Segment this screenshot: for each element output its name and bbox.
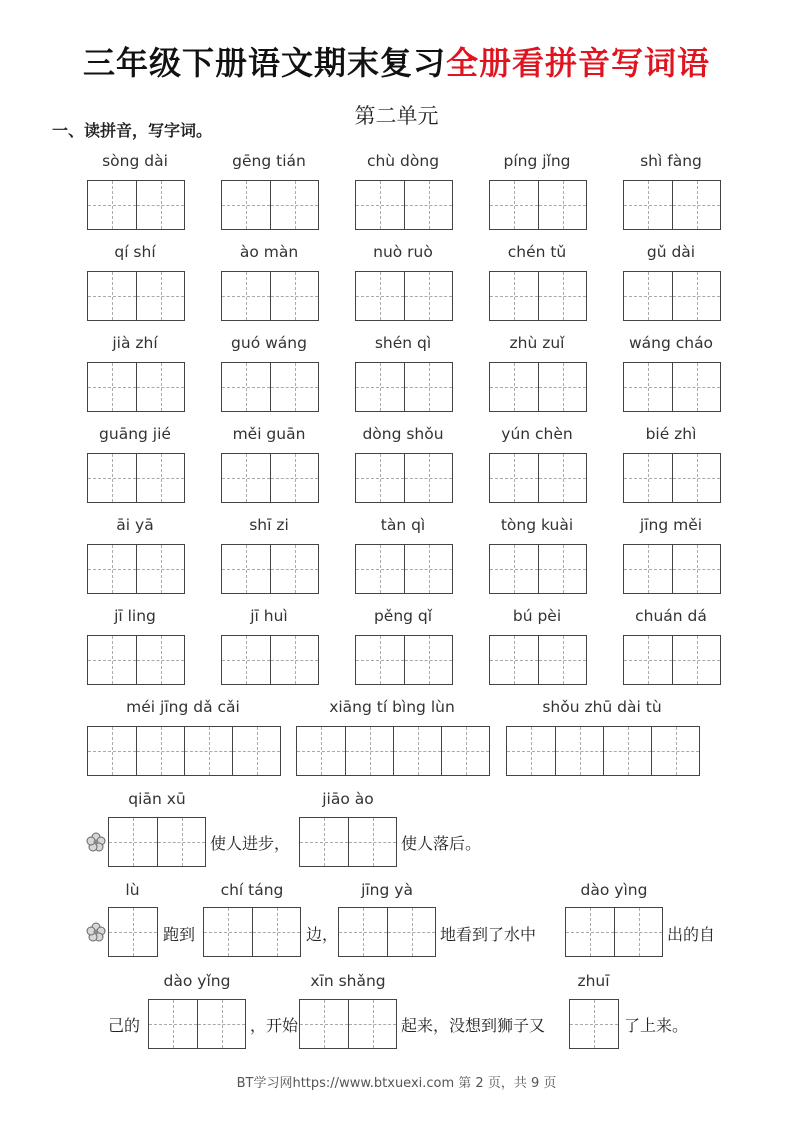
answer-grid[interactable]	[87, 544, 185, 594]
sentence-text: 跑到	[163, 925, 196, 944]
grid-cell[interactable]	[136, 636, 184, 684]
grid-cell[interactable]	[538, 363, 586, 411]
answer-grid[interactable]	[355, 362, 453, 412]
answer-grid[interactable]	[87, 362, 185, 412]
pinyin-label: jī huì	[250, 607, 288, 625]
grid-cell[interactable]	[566, 908, 614, 956]
answer-grid[interactable]	[221, 271, 319, 321]
pinyin-label: pěng qǐ	[373, 607, 433, 625]
answer-grid[interactable]	[489, 544, 587, 594]
pinyin-label: tàn qì	[380, 516, 426, 534]
answer-grid[interactable]	[565, 907, 663, 957]
pinyin-label: dào yìng	[580, 881, 648, 899]
answer-grid[interactable]	[296, 726, 490, 776]
grid-cell[interactable]	[672, 272, 720, 320]
grid-cell[interactable]	[149, 1000, 197, 1048]
answer-grid[interactable]	[355, 544, 453, 594]
answer-grid[interactable]	[489, 180, 587, 230]
grid-cell[interactable]	[538, 636, 586, 684]
grid-cell[interactable]	[232, 727, 280, 775]
grid-cell[interactable]	[356, 545, 404, 593]
grid-cell[interactable]	[404, 272, 452, 320]
grid-cell[interactable]	[339, 908, 387, 956]
answer-grid[interactable]	[569, 999, 619, 1049]
sentence-text: 出的自	[667, 925, 716, 944]
grid-cell[interactable]	[404, 545, 452, 593]
grid-cell[interactable]	[624, 545, 672, 593]
pinyin-label: xīn shǎng	[310, 972, 386, 990]
sentence-text: 边，	[306, 925, 339, 944]
grid-cell[interactable]	[297, 727, 345, 775]
answer-grid[interactable]	[299, 817, 397, 867]
answer-grid[interactable]	[623, 180, 721, 230]
answer-grid[interactable]	[623, 544, 721, 594]
grid-cell[interactable]	[157, 818, 205, 866]
grid-cell[interactable]	[270, 454, 318, 502]
pinyin-label: jīng měi	[639, 516, 703, 534]
grid-cell[interactable]	[356, 181, 404, 229]
pinyin-label: jià zhí	[112, 334, 158, 352]
answer-grid[interactable]	[489, 453, 587, 503]
answer-grid[interactable]	[355, 635, 453, 685]
grid-cell[interactable]	[538, 545, 586, 593]
grid-cell[interactable]	[184, 727, 232, 775]
grid-cell[interactable]	[136, 363, 184, 411]
grid-cell[interactable]	[136, 181, 184, 229]
pinyin-label: shǒu zhū dài tù	[542, 698, 662, 716]
section-heading: 一、读拼音，写字词。	[52, 121, 213, 140]
pinyin-label: wáng cháo	[628, 334, 714, 352]
answer-grid[interactable]	[221, 453, 319, 503]
grid-cell[interactable]	[404, 363, 452, 411]
answer-grid[interactable]	[221, 362, 319, 412]
grid-cell[interactable]	[88, 636, 136, 684]
sentence-text: 使人落后。	[401, 834, 482, 853]
pinyin-label: dào yǐng	[163, 972, 231, 990]
answer-grid[interactable]	[489, 271, 587, 321]
pinyin-label: gēng tián	[232, 152, 306, 170]
grid-cell[interactable]	[222, 454, 270, 502]
pinyin-label: nuò ruò	[373, 243, 433, 261]
grid-cell[interactable]	[490, 545, 538, 593]
pinyin-label: shén qì	[374, 334, 432, 352]
sentence-text: 起来，没想到狮子又	[401, 1016, 546, 1035]
grid-cell[interactable]	[222, 545, 270, 593]
grid-cell[interactable]	[136, 727, 184, 775]
pinyin-label: shì fàng	[640, 152, 702, 170]
grid-cell[interactable]	[270, 272, 318, 320]
pinyin-label: měi guān	[232, 425, 306, 443]
flower-icon	[86, 832, 106, 852]
answer-grid[interactable]	[623, 635, 721, 685]
grid-cell[interactable]	[441, 727, 489, 775]
grid-cell[interactable]	[136, 454, 184, 502]
pinyin-label: bié zhì	[645, 425, 697, 443]
sentence-text: 了上来。	[624, 1016, 689, 1035]
grid-cell[interactable]	[614, 908, 662, 956]
grid-cell[interactable]	[348, 818, 396, 866]
pinyin-label: gǔ dài	[646, 243, 696, 261]
grid-cell[interactable]	[270, 545, 318, 593]
grid-cell[interactable]	[490, 454, 538, 502]
grid-cell[interactable]	[538, 272, 586, 320]
pinyin-label: sòng dài	[102, 152, 168, 170]
grid-cell[interactable]	[624, 363, 672, 411]
grid-cell[interactable]	[624, 454, 672, 502]
answer-grid[interactable]	[506, 726, 700, 776]
grid-cell[interactable]	[624, 636, 672, 684]
answer-grid[interactable]	[338, 907, 436, 957]
grid-cell[interactable]	[197, 1000, 245, 1048]
grid-cell[interactable]	[404, 454, 452, 502]
answer-grid[interactable]	[221, 180, 319, 230]
pinyin-label: āi yā	[116, 516, 154, 534]
answer-grid[interactable]	[623, 362, 721, 412]
grid-cell[interactable]	[109, 818, 157, 866]
grid-cell[interactable]	[88, 272, 136, 320]
grid-cell[interactable]	[88, 454, 136, 502]
answer-grid[interactable]	[87, 635, 185, 685]
grid-cell[interactable]	[270, 636, 318, 684]
answer-grid[interactable]	[148, 999, 246, 1049]
pinyin-label: shī zi	[249, 516, 289, 534]
pinyin-label: yún chèn	[501, 425, 573, 443]
grid-cell[interactable]	[538, 454, 586, 502]
grid-cell[interactable]	[490, 181, 538, 229]
answer-grid[interactable]	[87, 726, 281, 776]
grid-cell[interactable]	[624, 181, 672, 229]
pinyin-label: zhuī	[577, 972, 610, 990]
pinyin-label: qiān xū	[128, 790, 186, 808]
grid-cell[interactable]	[356, 454, 404, 502]
answer-grid[interactable]	[108, 817, 206, 867]
grid-cell[interactable]	[672, 181, 720, 229]
grid-cell[interactable]	[109, 908, 157, 956]
pinyin-label: bú pèi	[512, 607, 562, 625]
grid-cell[interactable]	[555, 727, 603, 775]
page-title: 三年级下册语文期末复习全册看拼音写词语	[82, 44, 711, 82]
answer-grid[interactable]	[221, 544, 319, 594]
grid-cell[interactable]	[222, 181, 270, 229]
grid-cell[interactable]	[136, 545, 184, 593]
pinyin-label: chù dòng	[366, 152, 440, 170]
grid-cell[interactable]	[624, 272, 672, 320]
answer-grid[interactable]	[87, 180, 185, 230]
pinyin-label: zhù zuǐ	[509, 334, 565, 352]
sentence-text: 地看到了水中	[440, 925, 537, 944]
answer-grid[interactable]	[221, 635, 319, 685]
answer-grid[interactable]	[355, 453, 453, 503]
grid-cell[interactable]	[348, 1000, 396, 1048]
answer-grid[interactable]	[299, 999, 397, 1049]
grid-cell[interactable]	[672, 545, 720, 593]
grid-cell[interactable]	[672, 363, 720, 411]
grid-cell[interactable]	[356, 272, 404, 320]
grid-cell[interactable]	[204, 908, 252, 956]
grid-cell[interactable]	[490, 636, 538, 684]
grid-cell[interactable]	[345, 727, 393, 775]
grid-cell[interactable]	[300, 1000, 348, 1048]
pinyin-label: chuán dá	[635, 607, 707, 625]
grid-cell[interactable]	[270, 363, 318, 411]
grid-cell[interactable]	[252, 908, 300, 956]
pinyin-label: dòng shǒu	[362, 425, 444, 443]
grid-cell[interactable]	[404, 181, 452, 229]
grid-cell[interactable]	[672, 454, 720, 502]
grid-cell[interactable]	[570, 1000, 618, 1048]
grid-cell[interactable]	[88, 545, 136, 593]
answer-grid[interactable]	[489, 635, 587, 685]
grid-cell[interactable]	[222, 272, 270, 320]
pinyin-label: lù	[125, 881, 140, 899]
pinyin-label: qí shí	[114, 243, 156, 261]
pinyin-label: jiāo ào	[322, 790, 374, 808]
grid-cell[interactable]	[300, 818, 348, 866]
pinyin-label: guāng jié	[99, 425, 171, 443]
pinyin-label: xiāng tí bìng lùn	[329, 698, 455, 716]
answer-grid[interactable]	[489, 362, 587, 412]
pinyin-label: píng jǐng	[503, 152, 571, 170]
grid-cell[interactable]	[490, 272, 538, 320]
grid-cell[interactable]	[88, 727, 136, 775]
answer-grid[interactable]	[355, 271, 453, 321]
pinyin-label: guó wáng	[231, 334, 307, 352]
grid-cell[interactable]	[222, 363, 270, 411]
answer-grid[interactable]	[623, 271, 721, 321]
pinyin-label: jī ling	[114, 607, 156, 625]
answer-grid[interactable]	[623, 453, 721, 503]
grid-cell[interactable]	[270, 181, 318, 229]
pinyin-label: jīng yà	[361, 881, 413, 899]
grid-cell[interactable]	[490, 363, 538, 411]
answer-grid[interactable]	[355, 180, 453, 230]
unit-heading: 第二单元	[354, 104, 439, 128]
grid-cell[interactable]	[222, 636, 270, 684]
grid-cell[interactable]	[136, 272, 184, 320]
answer-grid[interactable]	[87, 453, 185, 503]
grid-cell[interactable]	[507, 727, 555, 775]
flower-icon	[86, 922, 106, 942]
grid-cell[interactable]	[393, 727, 441, 775]
grid-cell[interactable]	[538, 181, 586, 229]
grid-cell[interactable]	[404, 636, 452, 684]
grid-cell[interactable]	[88, 181, 136, 229]
answer-grid[interactable]	[203, 907, 301, 957]
grid-cell[interactable]	[88, 363, 136, 411]
sentence-text: 己的	[108, 1016, 141, 1035]
grid-cell[interactable]	[603, 727, 651, 775]
grid-cell[interactable]	[387, 908, 435, 956]
pinyin-label: chén tǔ	[507, 243, 567, 261]
pinyin-label: chí táng	[220, 881, 284, 899]
grid-cell[interactable]	[356, 636, 404, 684]
grid-cell[interactable]	[672, 636, 720, 684]
grid-cell[interactable]	[356, 363, 404, 411]
sentence-text: ，开始	[250, 1016, 299, 1035]
pinyin-label: ào màn	[239, 243, 299, 261]
answer-grid[interactable]	[87, 271, 185, 321]
pinyin-label: méi jīng dǎ cǎi	[126, 698, 240, 716]
page-footer: BT学习网https://www.btxuexi.com 第 2 页，共 9 页	[236, 1076, 557, 1091]
sentence-text: 使人进步，	[210, 834, 291, 853]
answer-grid[interactable]	[108, 907, 158, 957]
pinyin-label: tòng kuài	[500, 516, 574, 534]
grid-cell[interactable]	[651, 727, 699, 775]
